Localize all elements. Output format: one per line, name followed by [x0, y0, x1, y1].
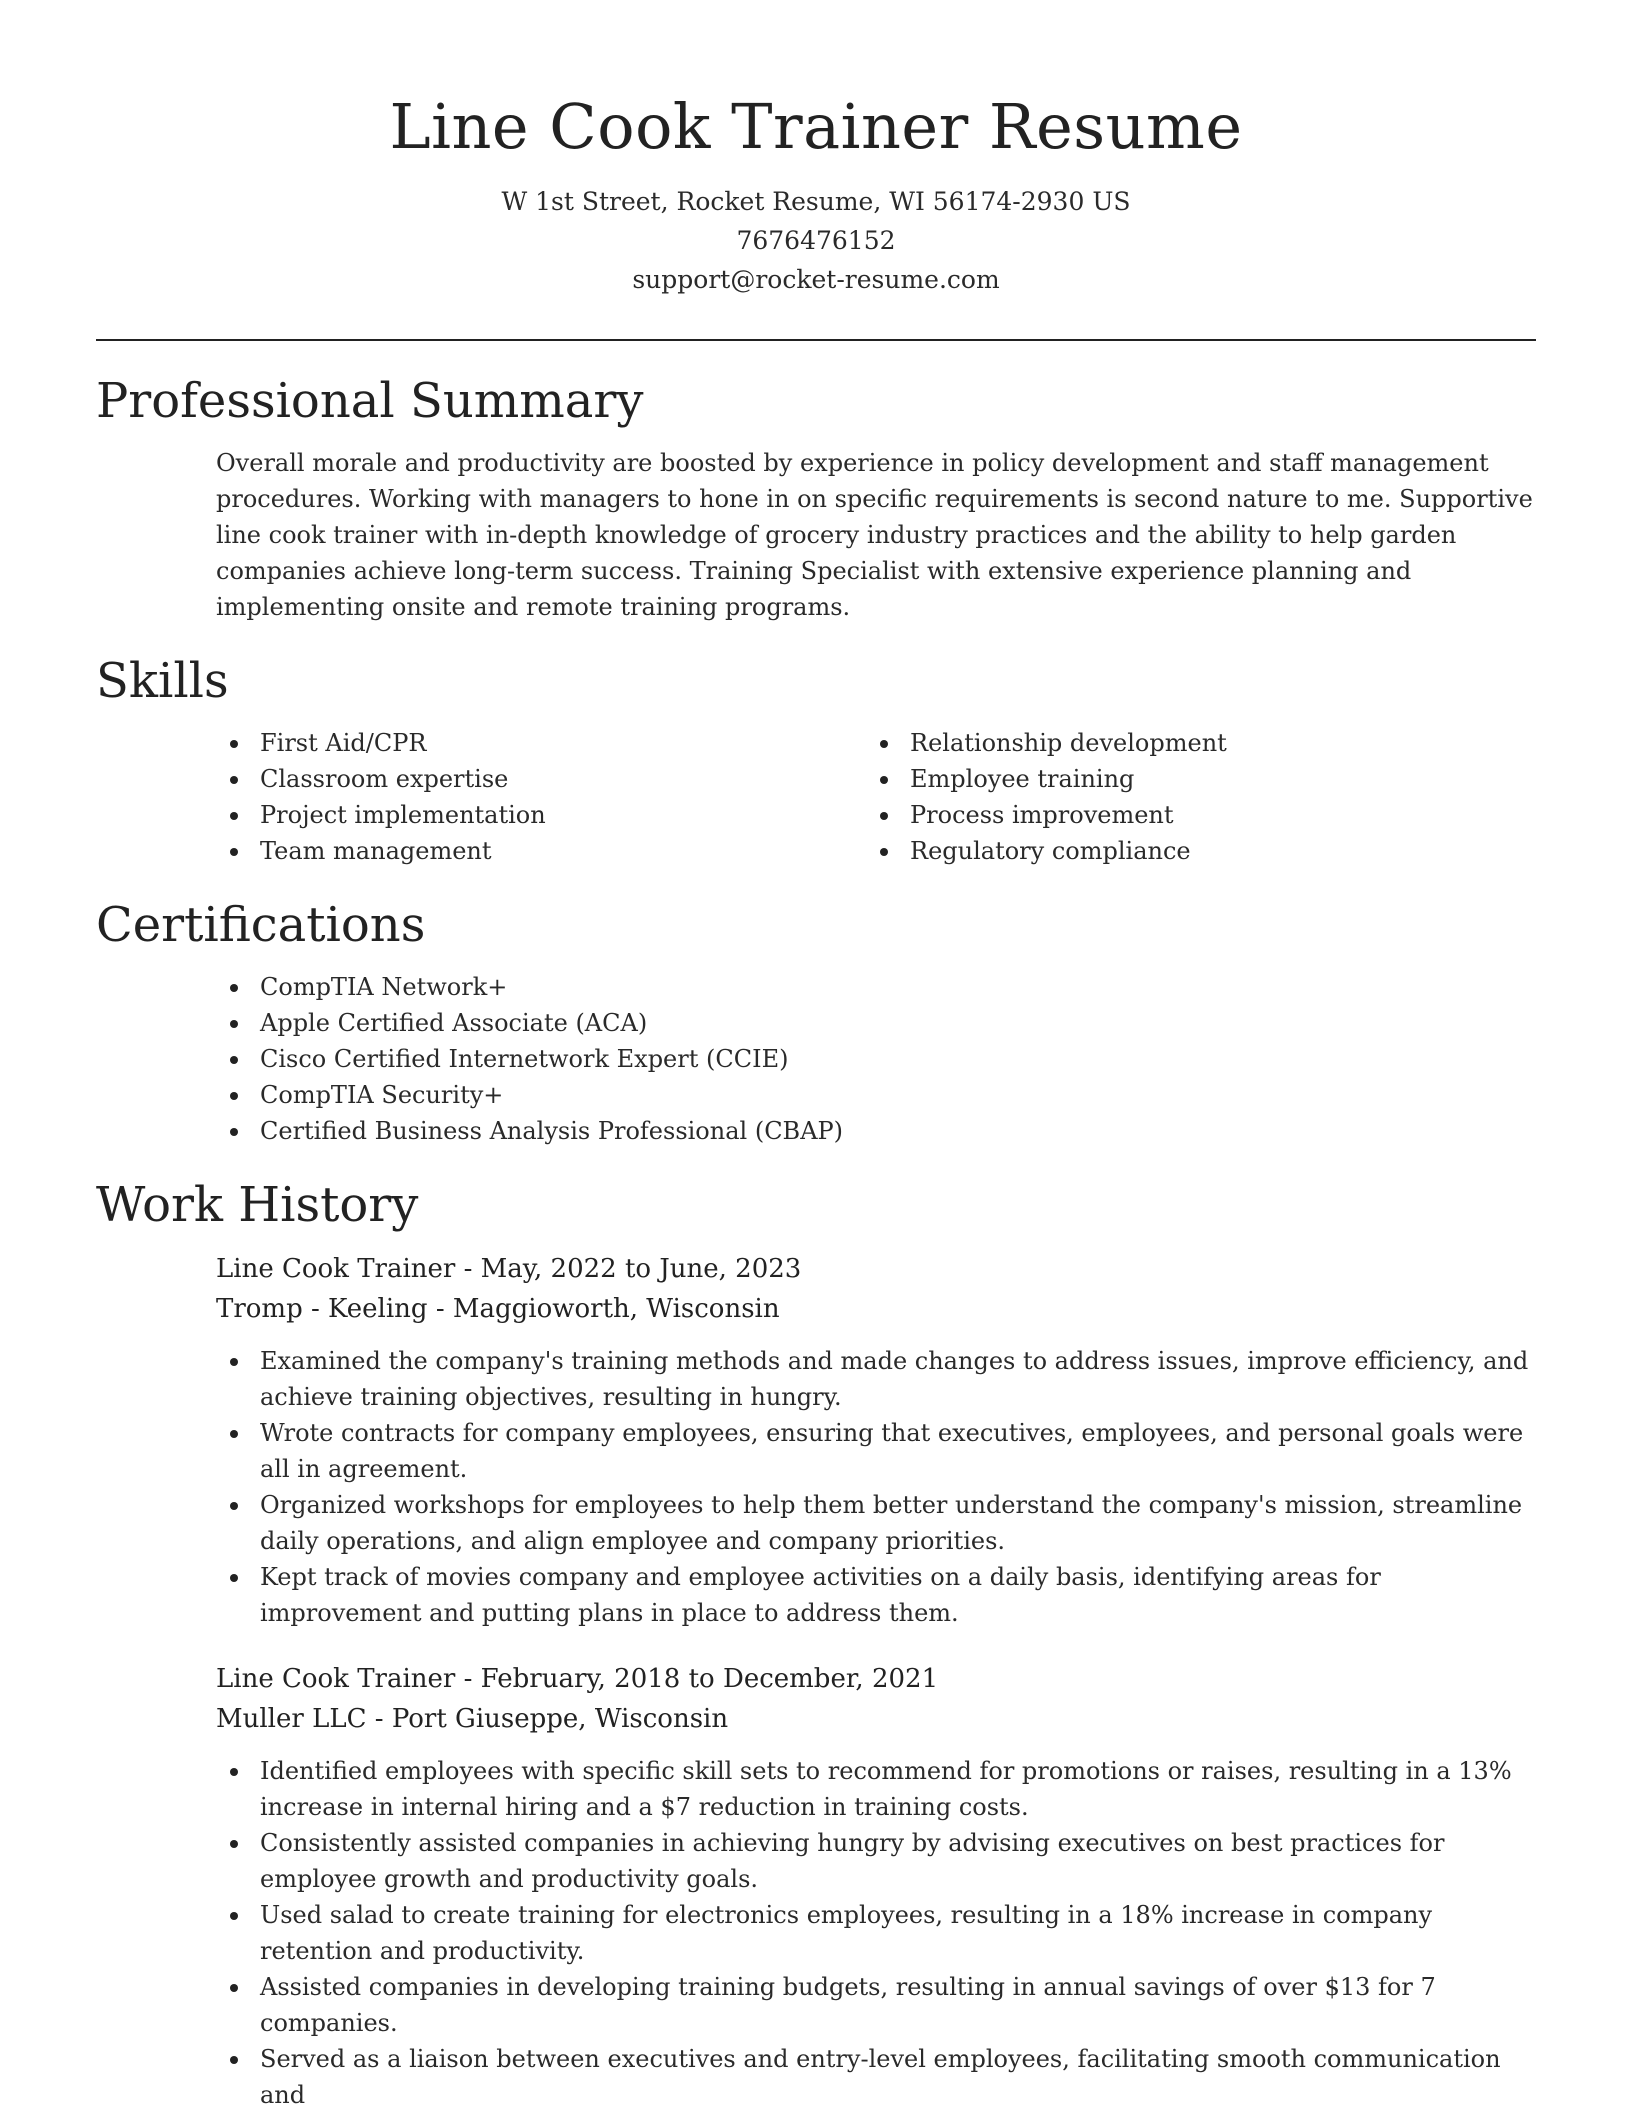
- list-item: Cisco Certified Internetwork Expert (CCIE): [216, 1041, 1536, 1077]
- list-item: Assisted companies in developing training budgets, resulting in annual savings of over $13 for 7 companies.: [216, 1969, 1536, 2041]
- list-item: Project implementation: [216, 797, 866, 833]
- job-bullets: [96, 1343, 1536, 1631]
- list-item: Apple Certified Associate (ACA): [216, 1005, 1536, 1041]
- list-item: CompTIA Security+: [216, 1077, 1536, 1113]
- summary-heading: Professional Summary: [96, 373, 644, 429]
- list-item: Classroom expertise: [216, 761, 866, 797]
- skills-heading: Skills: [96, 653, 229, 709]
- job-entry: [216, 1659, 1536, 2112]
- list-item: Wrote contracts for company employees, ensuring that executives, employees, and personal goals were all in agreement.: [216, 1415, 1536, 1487]
- certifications-list: [96, 969, 1536, 1149]
- job-title-line: Line Cook Trainer - May, 2022 to June, 2023: [216, 1254, 802, 1284]
- resume-title: Line Cook Trainer Resume: [389, 90, 1243, 163]
- list-item: Used salad to create training for electronics employees, resulting in a 18% increase in company retention and productivity.: [216, 1897, 1536, 1969]
- job-company-line: Muller LLC - Port Giuseppe, Wisconsin: [216, 1704, 729, 1734]
- list-item: Organized workshops for employees to help them better understand the company's mission, streamline daily operations, and align employee and company priorities.: [216, 1487, 1536, 1559]
- list-item: CompTIA Network+: [216, 969, 1536, 1005]
- contact-email: support@rocket-resume.com: [632, 265, 1000, 294]
- job-entry: [216, 1249, 1536, 1631]
- summary-section: [96, 371, 1536, 625]
- contact-address: W 1st Street, Rocket Resume, WI 56174-2930 US: [501, 187, 1131, 216]
- skills-list-left: [216, 725, 866, 869]
- list-item: Relationship development: [866, 725, 1516, 761]
- job-bullets: [96, 1753, 1536, 2112]
- list-item: Regulatory compliance: [866, 833, 1516, 869]
- contact-phone: 7676476152: [736, 226, 896, 255]
- jobs-list: [96, 1249, 1536, 2112]
- job-company-line: Tromp - Keeling - Maggioworth, Wisconsin: [216, 1294, 780, 1324]
- work-history-section: [96, 1175, 1536, 2112]
- resume-header: [96, 0, 1536, 299]
- list-item: Process improvement: [866, 797, 1516, 833]
- summary-text: Overall morale and productivity are boosted by experience in policy development and staff management procedures. Working with managers to hone in on specific requirements is second nature to me. Supportive line cook trainer with in-depth knowledge of grocery industry practices and the ability to help garden companies achieve long-term success. Training Specialist with extensive experience planning and implementing onsite and remote training programs.: [216, 449, 1533, 621]
- certifications-section: [96, 895, 1536, 1149]
- skills-list-right: [866, 725, 1516, 869]
- skills-section: [96, 651, 1536, 869]
- list-item: Consistently assisted companies in achieving hungry by advising executives on best practices for employee growth and productivity goals.: [216, 1825, 1536, 1897]
- header-divider: [96, 339, 1536, 341]
- list-item: Team management: [216, 833, 866, 869]
- job-title-line: Line Cook Trainer - February, 2018 to December, 2021: [216, 1664, 939, 1694]
- list-item: First Aid/CPR: [216, 725, 866, 761]
- work-history-heading: Work History: [96, 1177, 419, 1233]
- list-item: Employee training: [866, 761, 1516, 797]
- list-item: Certified Business Analysis Professional (CBAP): [216, 1113, 1536, 1149]
- certifications-heading: Certifications: [96, 897, 426, 953]
- list-item: Identified employees with specific skill sets to recommend for promotions or raises, resulting in a 13% increase in internal hiring and a $7 reduction in training costs.: [216, 1753, 1536, 1825]
- list-item: Kept track of movies company and employee activities on a daily basis, identifying areas for improvement and putting plans in place to address them.: [216, 1559, 1536, 1631]
- contact-block: [96, 182, 1536, 299]
- list-item: Served as a liaison between executives and entry-level employees, facilitating smooth communication and: [216, 2041, 1536, 2112]
- list-item: Examined the company's training methods and made changes to address issues, improve efficiency, and achieve training objectives, resulting in hungry.: [216, 1343, 1536, 1415]
- skills-grid: [96, 725, 1536, 869]
